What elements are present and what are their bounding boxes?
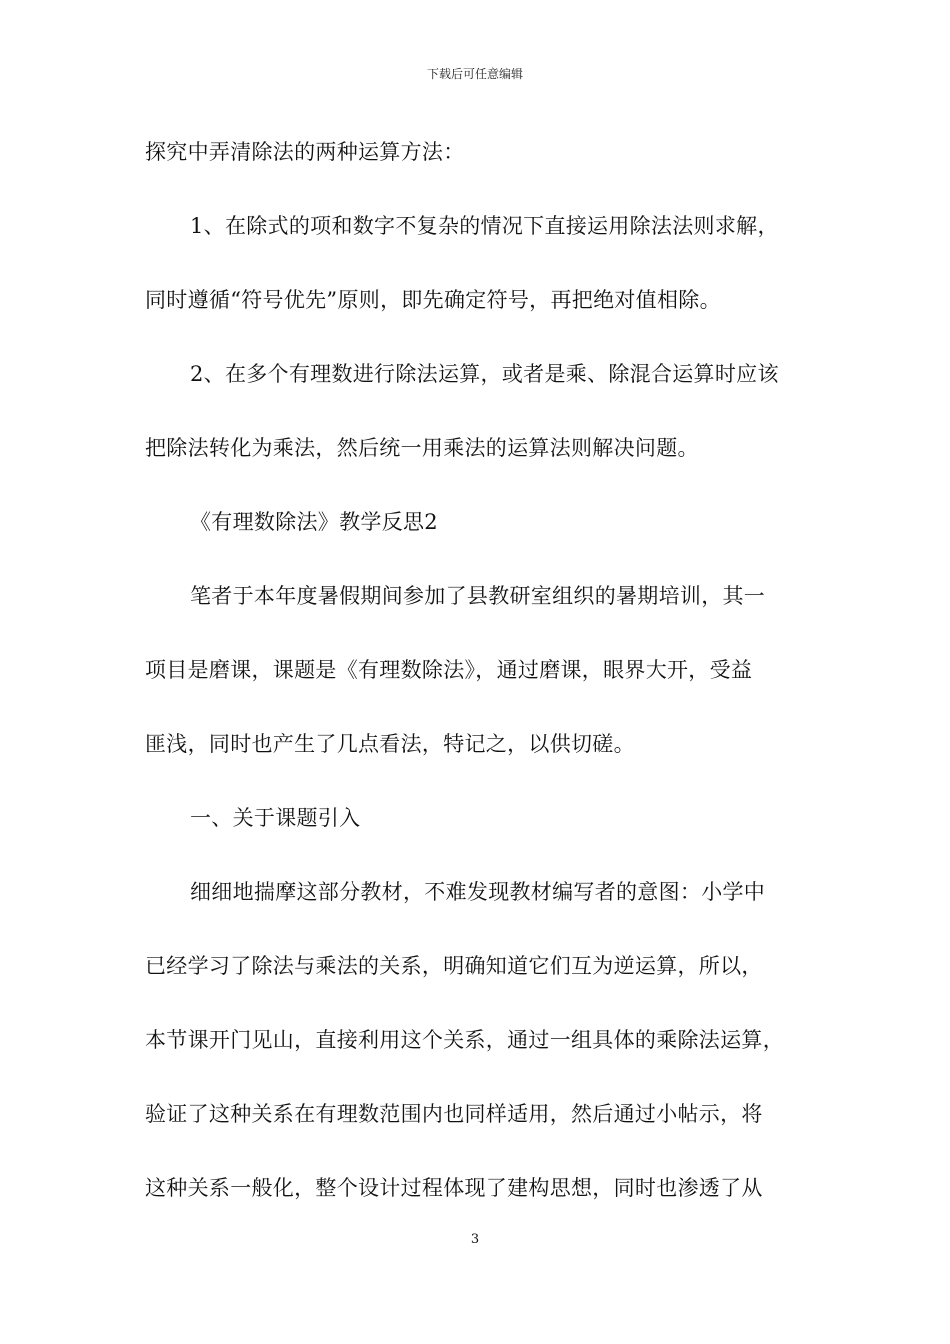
paragraph-line: 同时遵循“符号优先”原则，即先确定符号，再把绝对值相除。: [145, 288, 721, 312]
section-heading: 一、关于课题引入: [190, 806, 361, 830]
page-number: 3: [470, 1232, 480, 1247]
paragraph-line: 本节课开门见山，直接利用这个关系，通过一组具体的乘除法运算，: [145, 1028, 784, 1052]
paragraph-line: 匪浅，同时也产生了几点看法，特记之，以供切磋。: [145, 732, 635, 756]
page-header: 下载后可任意编辑: [426, 67, 523, 81]
paragraph-line: 探究中弄清除法的两种运算方法：: [145, 140, 465, 164]
section-title: 《有理数除法》教学反思2: [190, 510, 438, 534]
paragraph-line: 项目是磨课，课题是《有理数除法》，通过磨课，眼界大开，受益: [145, 658, 753, 682]
paragraph-line: 这种关系一般化，整个设计过程体现了建构思想，同时也渗透了从: [145, 1176, 763, 1200]
paragraph-line: 1、在除式的项和数字不复杂的情况下直接运用除法法则求解，: [190, 214, 779, 238]
paragraph-line: 把除法转化为乘法，然后统一用乘法的运算法则解决问题。: [145, 436, 699, 460]
paragraph-line: 细细地揣摩这部分教材，不难发现教材编写者的意图：小学中: [190, 880, 766, 904]
paragraph-line: 验证了这种关系在有理数范围内也同样适用，然后通过小帖示，将: [145, 1102, 763, 1126]
paragraph-line: 笔者于本年度暑假期间参加了县教研室组织的暑期培训，其一: [190, 584, 766, 608]
paragraph-line: 2、在多个有理数进行除法运算，或者是乘、除混合运算时应该: [190, 362, 779, 386]
paragraph-line: 已经学习了除法与乘法的关系，明确知道它们互为逆运算，所以，: [145, 954, 763, 978]
